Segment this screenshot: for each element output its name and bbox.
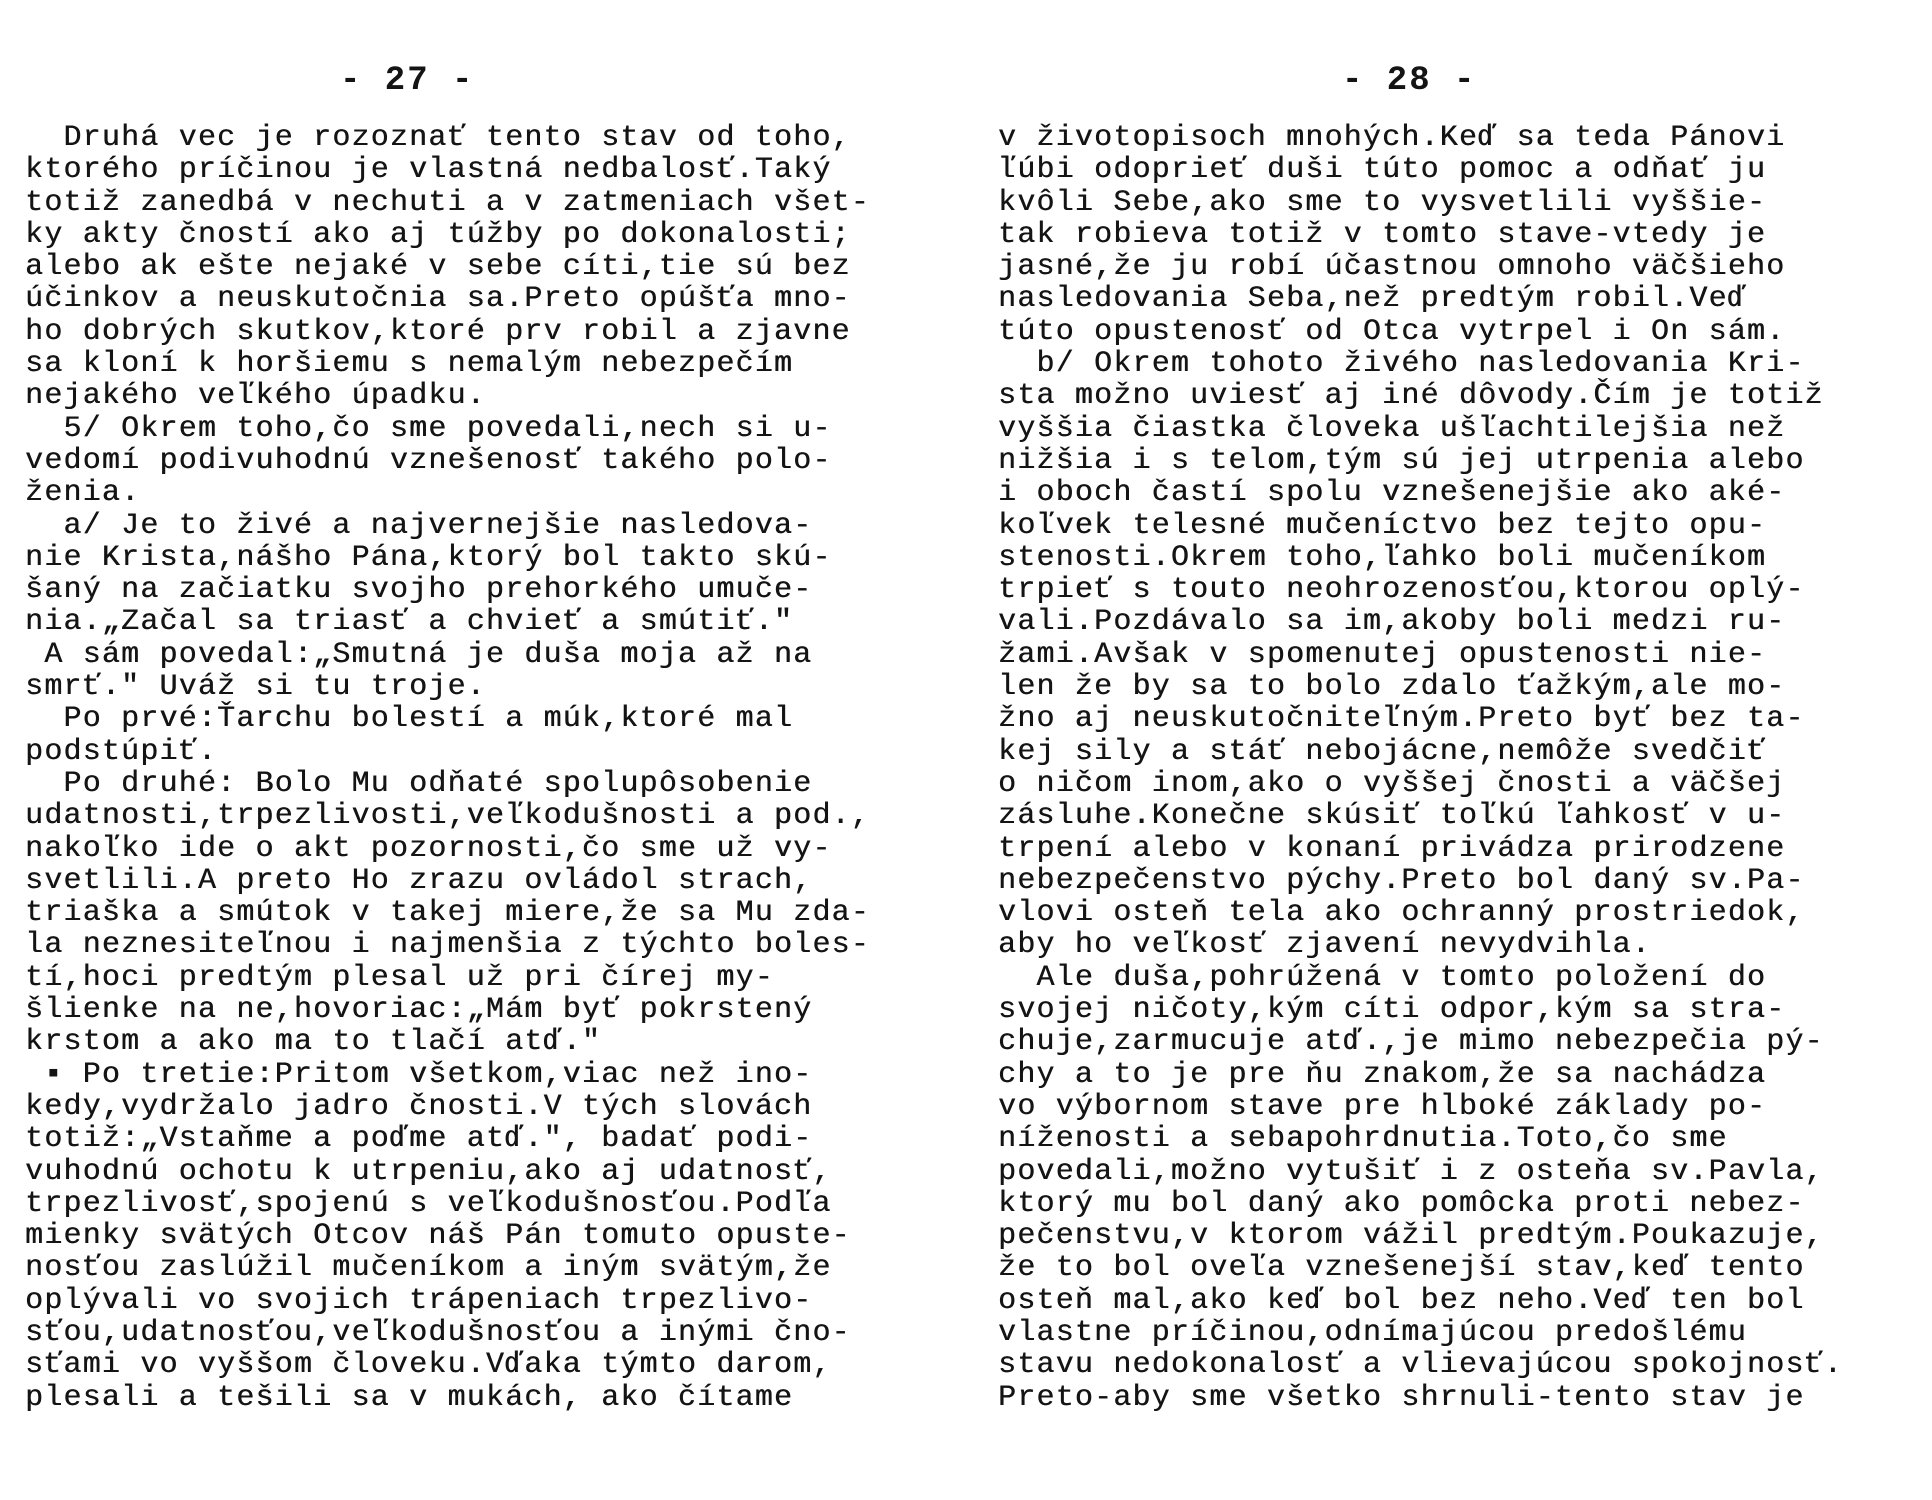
text-line: Po druhé: Bolo Mu odňaté spolupôsobenie — [25, 766, 813, 801]
text-line: níženosti a sebapohrdnutia.Toto,čo sme — [998, 1122, 1728, 1157]
text-line: kedy,vydržalo jadro čnosti.V tých slovách — [25, 1089, 813, 1124]
text-line: stavu nedokonalosť a vlievajúcou spokojnosť. — [998, 1348, 1843, 1383]
page-number-right: - 28 - — [1342, 62, 1477, 100]
text-line: osteň mal,ako keď bol bez neho.Veď ten bol — [998, 1283, 1805, 1318]
text-line: aby ho veľkosť zjavení nevydvihla. — [998, 928, 1651, 963]
text-line: len že by sa to bolo zdalo ťažkým,ale mo- — [998, 670, 1786, 705]
text-line: chuje,zarmucuje atď.,je mimo nebezpečia pý- — [998, 1025, 1824, 1060]
text-line: chy a to je pre ňu znakom,že sa nachádza — [998, 1057, 1767, 1092]
text-line: pečenstvu,v ktorom vážil predtým.Poukazuje, — [998, 1219, 1824, 1254]
text-line: mienky svätých Otcov náš Pán tomuto opuste- — [25, 1219, 851, 1254]
text-line: a/ Je to živé a najvernejšie nasledova- — [25, 508, 813, 543]
text-line: tí,hoci predtým plesal už pri čírej my- — [25, 960, 774, 995]
text-line: nie Krista,nášho Pána,ktorý bol takto skú- — [25, 540, 832, 575]
text-line: koľvek telesné mučeníctvo bez tejto opu- — [998, 508, 1767, 543]
text-line: túto opustenosť od Otca vytrpel i On sám. — [998, 314, 1786, 349]
text-line: nebezpečenstvo pýchy.Preto bol daný sv.Pa- — [998, 863, 1805, 898]
text-line: la neznesiteľnou i najmenšia z týchto boles- — [25, 928, 870, 963]
text-line: žno aj neuskutočniteľným.Preto byť bez ta- — [998, 702, 1805, 737]
text-line: ho dobrých skutkov,ktoré prv robil a zjavne — [25, 314, 851, 349]
text-line: totiž zanedbá v nechuti a v zatmeniach všet- — [25, 185, 870, 220]
text-line: trpezlivosť,spojenú s veľkodušnosťou.Podľa — [25, 1186, 832, 1221]
text-line: ženia. — [25, 476, 141, 511]
text-line: nasledovania Seba,než predtým robil.Veď — [998, 282, 1747, 317]
text-line: nia.„Začal sa triasť a chvieť a smútiť." — [25, 605, 794, 640]
text-line: vyššia čiastka človeka ušľachtilejšia než — [998, 411, 1786, 446]
text-line: ▪ Po tretie:Pritom všetkom,viac než ino- — [25, 1057, 813, 1092]
text-line: ktorého príčinou je vlastná nedbalosť.Taký — [25, 153, 832, 188]
text-line: tak robieva totiž v tomto stave-vtedy je — [998, 217, 1767, 252]
text-line: šaný na začiatku svojho prehorkého umuče- — [25, 573, 813, 608]
text-line: v životopisoch mnohých.Keď sa teda Pánovi — [998, 121, 1786, 155]
text-line: trpení alebo v konaní privádza prirodzene — [998, 831, 1786, 866]
text-line: plesali a tešili sa v mukách, ako čítame — [25, 1380, 794, 1415]
text-line: kvôli Sebe,ako sme to vysvetlili vyššie- — [998, 185, 1767, 220]
text-line: sťou,udatnosťou,veľkodušnosťou a inými čno- — [25, 1315, 851, 1350]
text-line: Preto-aby sme všetko shrnuli-tento stav je — [998, 1380, 1805, 1415]
text-line: vali.Pozdávalo sa im,akoby boli medzi ru- — [998, 605, 1786, 640]
text-line: A sám povedal:„Smutná je duša moja až na — [25, 637, 813, 672]
right-page — [966, 0, 1932, 1500]
text-line: smrť." Uváž si tu troje. — [25, 670, 486, 705]
text-line: vo výbornom stave pre hlboké základy po- — [998, 1089, 1767, 1124]
text-line: trpieť s touto neohrozenosťou,ktorou oplý- — [998, 573, 1805, 608]
text-line: o ničom inom,ako o vyššej čnosti a väčšej — [998, 766, 1786, 801]
text-line: Druhá vec je rozoznať tento stav od toho, — [25, 121, 851, 155]
text-line: nosťou zaslúžil mučeníkom a iným svätým,že — [25, 1251, 832, 1286]
text-line: svojej ničoty,kým cíti odpor,kým sa stra- — [998, 993, 1786, 1028]
text-line: nakoľko ide o akt pozornosti,čo sme už vy- — [25, 831, 832, 866]
text-line: stenosti.Okrem toho,ľahko boli mučeníkom — [998, 540, 1767, 575]
text-line: ky akty čností ako aj túžby po dokonalosti; — [25, 217, 851, 252]
text-line: svetlili.A preto Ho zrazu ovládol strach, — [25, 863, 813, 898]
text-line: žami.Avšak v spomenutej opustenosti nie- — [998, 637, 1767, 672]
text-line: krstom a ako ma to tlačí atď." — [25, 1025, 602, 1060]
text-line: povedali,možno vytušiť i z osteňa sv.Pavla, — [998, 1154, 1824, 1189]
text-line: sa kloní k horšiemu s nemalým nebezpečím — [25, 347, 794, 382]
text-line: účinkov a neuskutočnia sa.Preto opúšťa mno- — [25, 282, 851, 317]
text-line: ľúbi odoprieť duši túto pomoc a odňať ju — [998, 153, 1767, 188]
text-line: alebo ak ešte nejaké v sebe cíti,tie sú bez — [25, 250, 851, 285]
text-line: ktorý mu bol daný ako pomôcka proti nebez- — [998, 1186, 1805, 1221]
text-line: b/ Okrem tohoto živého nasledovania Kri- — [998, 347, 1805, 382]
text-line: Ale duša,pohrúžená v tomto položení do — [998, 960, 1767, 995]
text-line: sta možno uviesť aj iné dôvody.Čím je totiž — [998, 379, 1824, 414]
text-line: udatnosti,trpezlivosti,veľkodušnosti a pod., — [25, 799, 870, 834]
text-line: 5/ Okrem toho,čo sme povedali,nech si u- — [25, 411, 832, 446]
text-line: podstúpiť. — [25, 734, 218, 769]
page-number-left: - 27 - — [340, 62, 475, 100]
text-line: že to bol oveľa vznešenejší stav,keď tento — [998, 1251, 1805, 1286]
text-line: nejakého veľkého úpadku. — [25, 379, 486, 414]
text-line: vlastne príčinou,odnímajúcou predošlému — [998, 1315, 1747, 1350]
text-line: i oboch častí spolu vznešenejšie ako aké- — [998, 476, 1786, 511]
text-line: vlovi osteň tela ako ochranný prostriedok, — [998, 896, 1805, 931]
text-line: zásluhe.Konečne skúsiť toľkú ľahkosť v u- — [998, 799, 1786, 834]
text-line: triaška a smútok v takej miere,že sa Mu zda- — [25, 896, 870, 931]
text-line: nižšia i s telom,tým sú jej utrpenia alebo — [998, 443, 1805, 478]
text-line: jasné,že ju robí účastnou omnoho väčšieho — [998, 250, 1786, 285]
text-line: totiž:„Vstaňme a poďme atď.", badať podi- — [25, 1122, 813, 1157]
text-line: vuhodnú ochotu k utrpeniu,ako aj udatnosť, — [25, 1154, 832, 1189]
text-line: šlienke na ne,hovoriac:„Mám byť pokrstený — [25, 993, 813, 1028]
right-page-text — [998, 122, 1898, 1414]
text-line: sťami vo vyššom človeku.Vďaka týmto darom, — [25, 1348, 832, 1383]
text-line: Po prvé:Ťarchu bolestí a múk,ktoré mal — [25, 702, 794, 737]
text-line: oplývali vo svojich trápeniach trpezlivo- — [25, 1283, 813, 1318]
text-line: kej sily a stáť nebojácne,nemôže svedčiť — [998, 734, 1767, 769]
left-page-text — [25, 122, 925, 1414]
text-line: vedomí podivuhodnú vznešenosť takého polo- — [25, 443, 832, 478]
